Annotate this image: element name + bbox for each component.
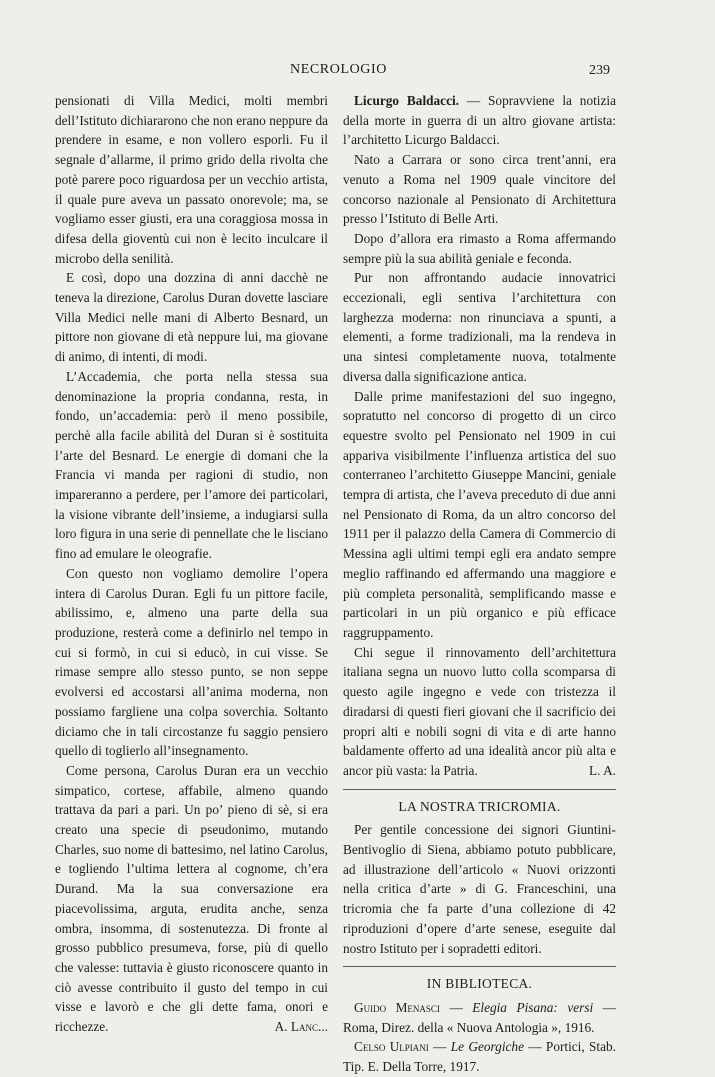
section-divider bbox=[343, 789, 616, 790]
paragraph: Per gentile concessione dei signori Giuntini-Bentivoglio di Siena, abbiamo potuto pubblicare, ad illustrazione dell’articolo « Nuovi orizzonti nella critica d’arte » di G. Franceschini, una tricromia che fa parte d’una collezione di 42 riproduzioni d’opere d’arte senese, eseguite dal nostro Istituto per i sopradetti editori. bbox=[343, 822, 616, 956]
bibliography-entry: Celso Ulpiani — Le Georgiche — Portici, Stab. Tip. E. Della Torre, 1917. bbox=[343, 1039, 616, 1075]
bib-author: Celso Ulpiani bbox=[354, 1039, 429, 1055]
signature: L. A. bbox=[589, 762, 616, 778]
paragraph-with-signature bbox=[343, 643, 616, 781]
paragraph-text: Come persona, Carolus Duran era un vecchio simpatico, cortese, affabile, almeno quando trattava da pari a pari. Un po’ pieno di sè, si era creato una specie di pseudonimo, mutando Charles, suo nome di battesimo, nel latino Carolus, e togliendo l’ultima lettera al cognome, ch’era Durand. Ma la sua conversazione era piacevolissima, arguta, erudita anche, senza ombra, insomma, di sostenutezza. Di fronte al grosso pubblico presumeva, forse, più di quello che valesse: tuttavia è giusto riconoscere quanto in ciò avesse contribuito il gusto del tempo in cui visse e lavorò e che gli dette fama, onori e ricchezze. bbox=[55, 762, 328, 1035]
bib-title: Elegia Pisana: versi bbox=[472, 999, 594, 1015]
paragraph: Con questo non vogliamo demolire l’opera intera di Carolus Duran. Egli fu un pittore facile, abilissimo, e, almeno una parte della sua produzione, resterà come a definirlo nel tempo in cui si formò, in cui si educò, in cui visse. Se rimase sempre allo stesso punto, se non seppe evolversi ed accostarsi all’anima moderna, non possiamo fargliene una colpa soverchia. Soltanto diciamo che in tali circostanze fu saggio pensiero quello di toglierlo all’insegnamento. bbox=[55, 565, 328, 759]
paragraph: Dopo d’allora era rimasto a Roma affermando sempre più la sua abilità geniale e feconda. bbox=[343, 230, 616, 266]
bib-publisher: Portici, Stab. Tip. E. Della Torre, 1917. bbox=[343, 1039, 616, 1075]
page-number: 239 bbox=[589, 63, 610, 78]
bibliography-entry: Guido Menasci — Elegia Pisana: versi — Roma, Direz. della « Nuova Antologia », 1916. bbox=[343, 999, 616, 1035]
section-title: IN BIBLIOTECA. bbox=[426, 976, 533, 992]
paragraph: Dalle prime manifestazioni del suo ingegno, sopratutto nel concorso di progetto di un circo equestre svolto pel Pensionato nel 1909 in cui appariva visibilmente l’influenza artistica del suo conterraneo l’architetto Giuseppe Mancini, geniale tempra di artista, che l’aveva preceduto di due anni nel Pensionato di Roma, da un altro concorso del 1911 per il palazzo della Camera di Commercio di Messina agli ultimi tempi egli era andato sempre meglio raffinando ed affermando una maggiore e più completa personalità, semplificando masse e particolari in un più organico e più efficace raggruppamento. bbox=[343, 388, 616, 640]
paragraph: Nato a Carrara or sono circa trent’anni, era venuto a Roma nel 1909 quale vincitore del concorso nazionale al Pensionato di Architettura presso l’Istituto di Belle Arti. bbox=[343, 152, 616, 227]
paragraph: E così, dopo una dozzina di anni dacchè ne teneva la direzione, Carolus Duran dovette lasciare Villa Medici nelle mani di Alberto Besnard, un pittore non giovane di età neppure lui, ma giovane di animo, di intenti, di modi. bbox=[55, 270, 328, 365]
obituary-name: Licurgo Baldacci. bbox=[354, 93, 459, 108]
left-column bbox=[55, 91, 328, 1037]
paragraph: L’Accademia, che porta nella stessa sua denominazione la propria condanna, resta, in fondo, un’accademia: però il meno possibile, perchè alla facile abilità del Duran si è sostituita l’arte del Besnard. Le energie di domani che la Francia vi manda per ragioni di studio, non impareranno a perdere, per l’amore dei particolari, la visione vibrante dell’insieme, a indugiarsi sulla loro figura in una serie di pennellate che le lisciano fino ad emulare le oleografie. bbox=[55, 368, 328, 562]
section-divider bbox=[343, 966, 616, 967]
signature: A. Lanc... bbox=[274, 1019, 328, 1035]
obituary-lead bbox=[343, 91, 616, 150]
paragraph-text: Chi segue il rinnovamento dell’architettura italiana segna un nuovo lutto colla scomparsa di questo agile ingegno e vede con tristezza il diradarsi di questi fieri giovani che il sacrificio dei propri alti e nobili sogni di vita e di arte hanno baldamente offerto ad una idealità ancor più alta e ancor più vasta: la Patria. bbox=[343, 644, 616, 778]
paragraph: Pur non affrontando audacie innovatrici eccezionali, egli sentiva l’architettura con larghezza moderna: non rinunciava a spunti, a elementi, a forme tradizionali, ma la rendeva in una sintesi completamente nuova, totalmente diversa dalla significazione antica. bbox=[343, 270, 616, 384]
section-title: LA NOSTRA TRICROMIA. bbox=[398, 798, 561, 814]
bib-author: Guido Menasci bbox=[354, 999, 440, 1015]
bib-publisher: Roma, Direz. della « Nuova Antologia », 1916. bbox=[343, 1019, 595, 1035]
bib-title: Le Georgiche bbox=[450, 1039, 524, 1055]
paragraph-text: — Sopravviene la notizia della morte in guerra di un altro giovane artista: l’architetto Licurgo Baldacci. bbox=[343, 93, 616, 148]
paragraph: pensionati di Villa Medici, molti membri dell’Istituto dichiararono che non erano neppure da prendere in esame, e non vollero esporli. Fu il segnale d’allarme, il primo grido della rivolta che potè parere poco riguardosa per un vecchio artista, il quale pure aveva un passato onorevole; ma, se vogliamo esser giusti, era una coraggiosa mossa in difesa della gioventù cui non è lecito inculcare il microbo della senilità. bbox=[55, 93, 328, 266]
paragraph-with-signature bbox=[55, 761, 328, 1037]
running-title: NECROLOGIO bbox=[290, 62, 387, 77]
running-head bbox=[0, 62, 715, 82]
right-column bbox=[343, 91, 616, 1077]
